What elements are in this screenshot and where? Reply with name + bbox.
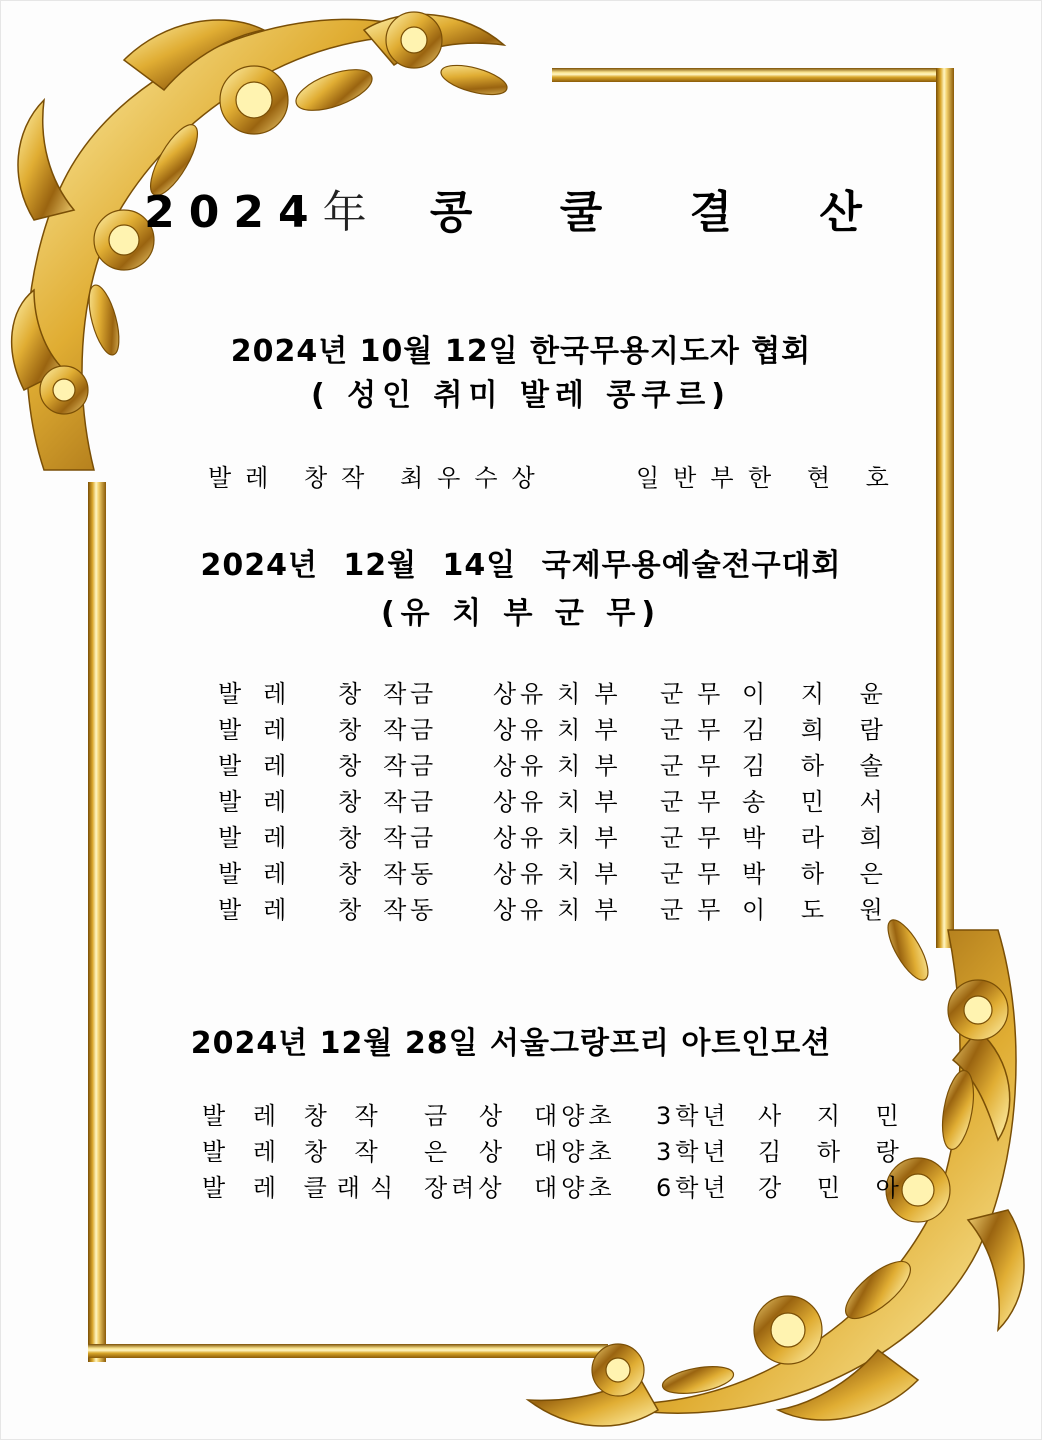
award-row (0, 818, 1042, 852)
award-division: 유치부 (520, 824, 632, 852)
award-category: 발 레 창 작 (202, 1102, 388, 1130)
award-row (0, 1096, 1042, 1130)
award-category: 발레 창작 (218, 680, 429, 708)
award-name: 이 도 원 (742, 896, 897, 924)
award-name: 박 하 은 (742, 860, 897, 888)
award-grade: 6학년 (656, 1174, 730, 1202)
award-school: 대양초 (534, 1102, 616, 1130)
award-prize: 금 상 (410, 680, 542, 708)
award-prize: 동 상 (410, 860, 542, 888)
award-prize: 금 상 (410, 788, 542, 816)
award-row (0, 674, 1042, 708)
award-row (0, 1168, 1042, 1202)
award-prize: 금 상 (410, 752, 542, 780)
event-2-subheading: (유 치 부 군 무) (380, 596, 662, 631)
award-group: 군무 (660, 716, 735, 744)
award-category: 발 레 클래식 (202, 1174, 404, 1202)
award-name: 김 하 솔 (742, 752, 897, 780)
award-category: 발레 창작 (218, 752, 429, 780)
award-category: 발레 창작 (218, 788, 429, 816)
award-division: 유치부 (520, 896, 632, 924)
award-school: 대양초 (534, 1138, 616, 1166)
award-row (0, 854, 1042, 888)
award-name: 송 민 서 (742, 788, 897, 816)
award-division: 유치부 (520, 788, 632, 816)
award-row (0, 746, 1042, 780)
award-name: 한 현 호 (748, 464, 903, 492)
award-name: 강 민 아 (758, 1174, 913, 1202)
award-grade: 3학년 (656, 1102, 730, 1130)
event-1-heading: 2024년 10월 12일 한국무용지도자 협회 (230, 334, 812, 369)
award-group: 군무 (660, 896, 735, 924)
award-grade: 3학년 (656, 1138, 730, 1166)
page-title (0, 176, 1042, 240)
award-prize: 금 상 (424, 1102, 514, 1130)
award-prize: 은 상 (424, 1138, 514, 1166)
award-name: 김 하 랑 (758, 1138, 913, 1166)
award-category: 발레 창작 (218, 860, 429, 888)
award-category: 발레 창작 (218, 824, 429, 852)
award-division: 유치부 (520, 680, 632, 708)
title-year-char: 年 (322, 187, 381, 238)
award-division: 일반부 (636, 464, 748, 492)
award-row (0, 890, 1042, 924)
event-3-heading: 2024년 12월 28일 서울그랑프리 아트인모션 (190, 1026, 832, 1061)
award-school: 대양초 (534, 1174, 616, 1202)
award-category: 발레 창작 최우수상 (208, 464, 549, 492)
award-row (0, 1132, 1042, 1166)
title-text: 콩 쿨 결 산 (429, 187, 898, 238)
award-name: 이 지 윤 (742, 680, 897, 708)
event-1-subheading: ( 성인 취미 발레 콩쿠르) (310, 378, 732, 413)
award-group: 군무 (660, 752, 735, 780)
award-prize: 장려상 (424, 1174, 506, 1202)
award-name: 박 라 희 (742, 824, 897, 852)
award-division: 유치부 (520, 752, 632, 780)
award-row (0, 782, 1042, 816)
frame-top-border (552, 68, 954, 82)
award-prize: 금 상 (410, 716, 542, 744)
award-division: 유치부 (520, 860, 632, 888)
award-group: 군무 (660, 680, 735, 708)
event-2-heading: 2024년 12월 14일 국제무용예술전구대회 (200, 548, 842, 583)
award-group: 군무 (660, 860, 735, 888)
award-prize: 동 상 (410, 896, 542, 924)
award-category: 발 레 창 작 (202, 1138, 388, 1166)
title-year: 2024 (144, 187, 323, 238)
award-name: 김 희 람 (742, 716, 897, 744)
award-category: 발레 창작 (218, 716, 429, 744)
award-category: 발레 창작 (218, 896, 429, 924)
award-group: 군무 (660, 788, 735, 816)
event-1-award-row (0, 458, 1042, 492)
award-name: 사 지 민 (758, 1102, 913, 1130)
award-group: 군무 (660, 824, 735, 852)
award-prize: 금 상 (410, 824, 542, 852)
award-division: 유치부 (520, 716, 632, 744)
award-row (0, 710, 1042, 744)
